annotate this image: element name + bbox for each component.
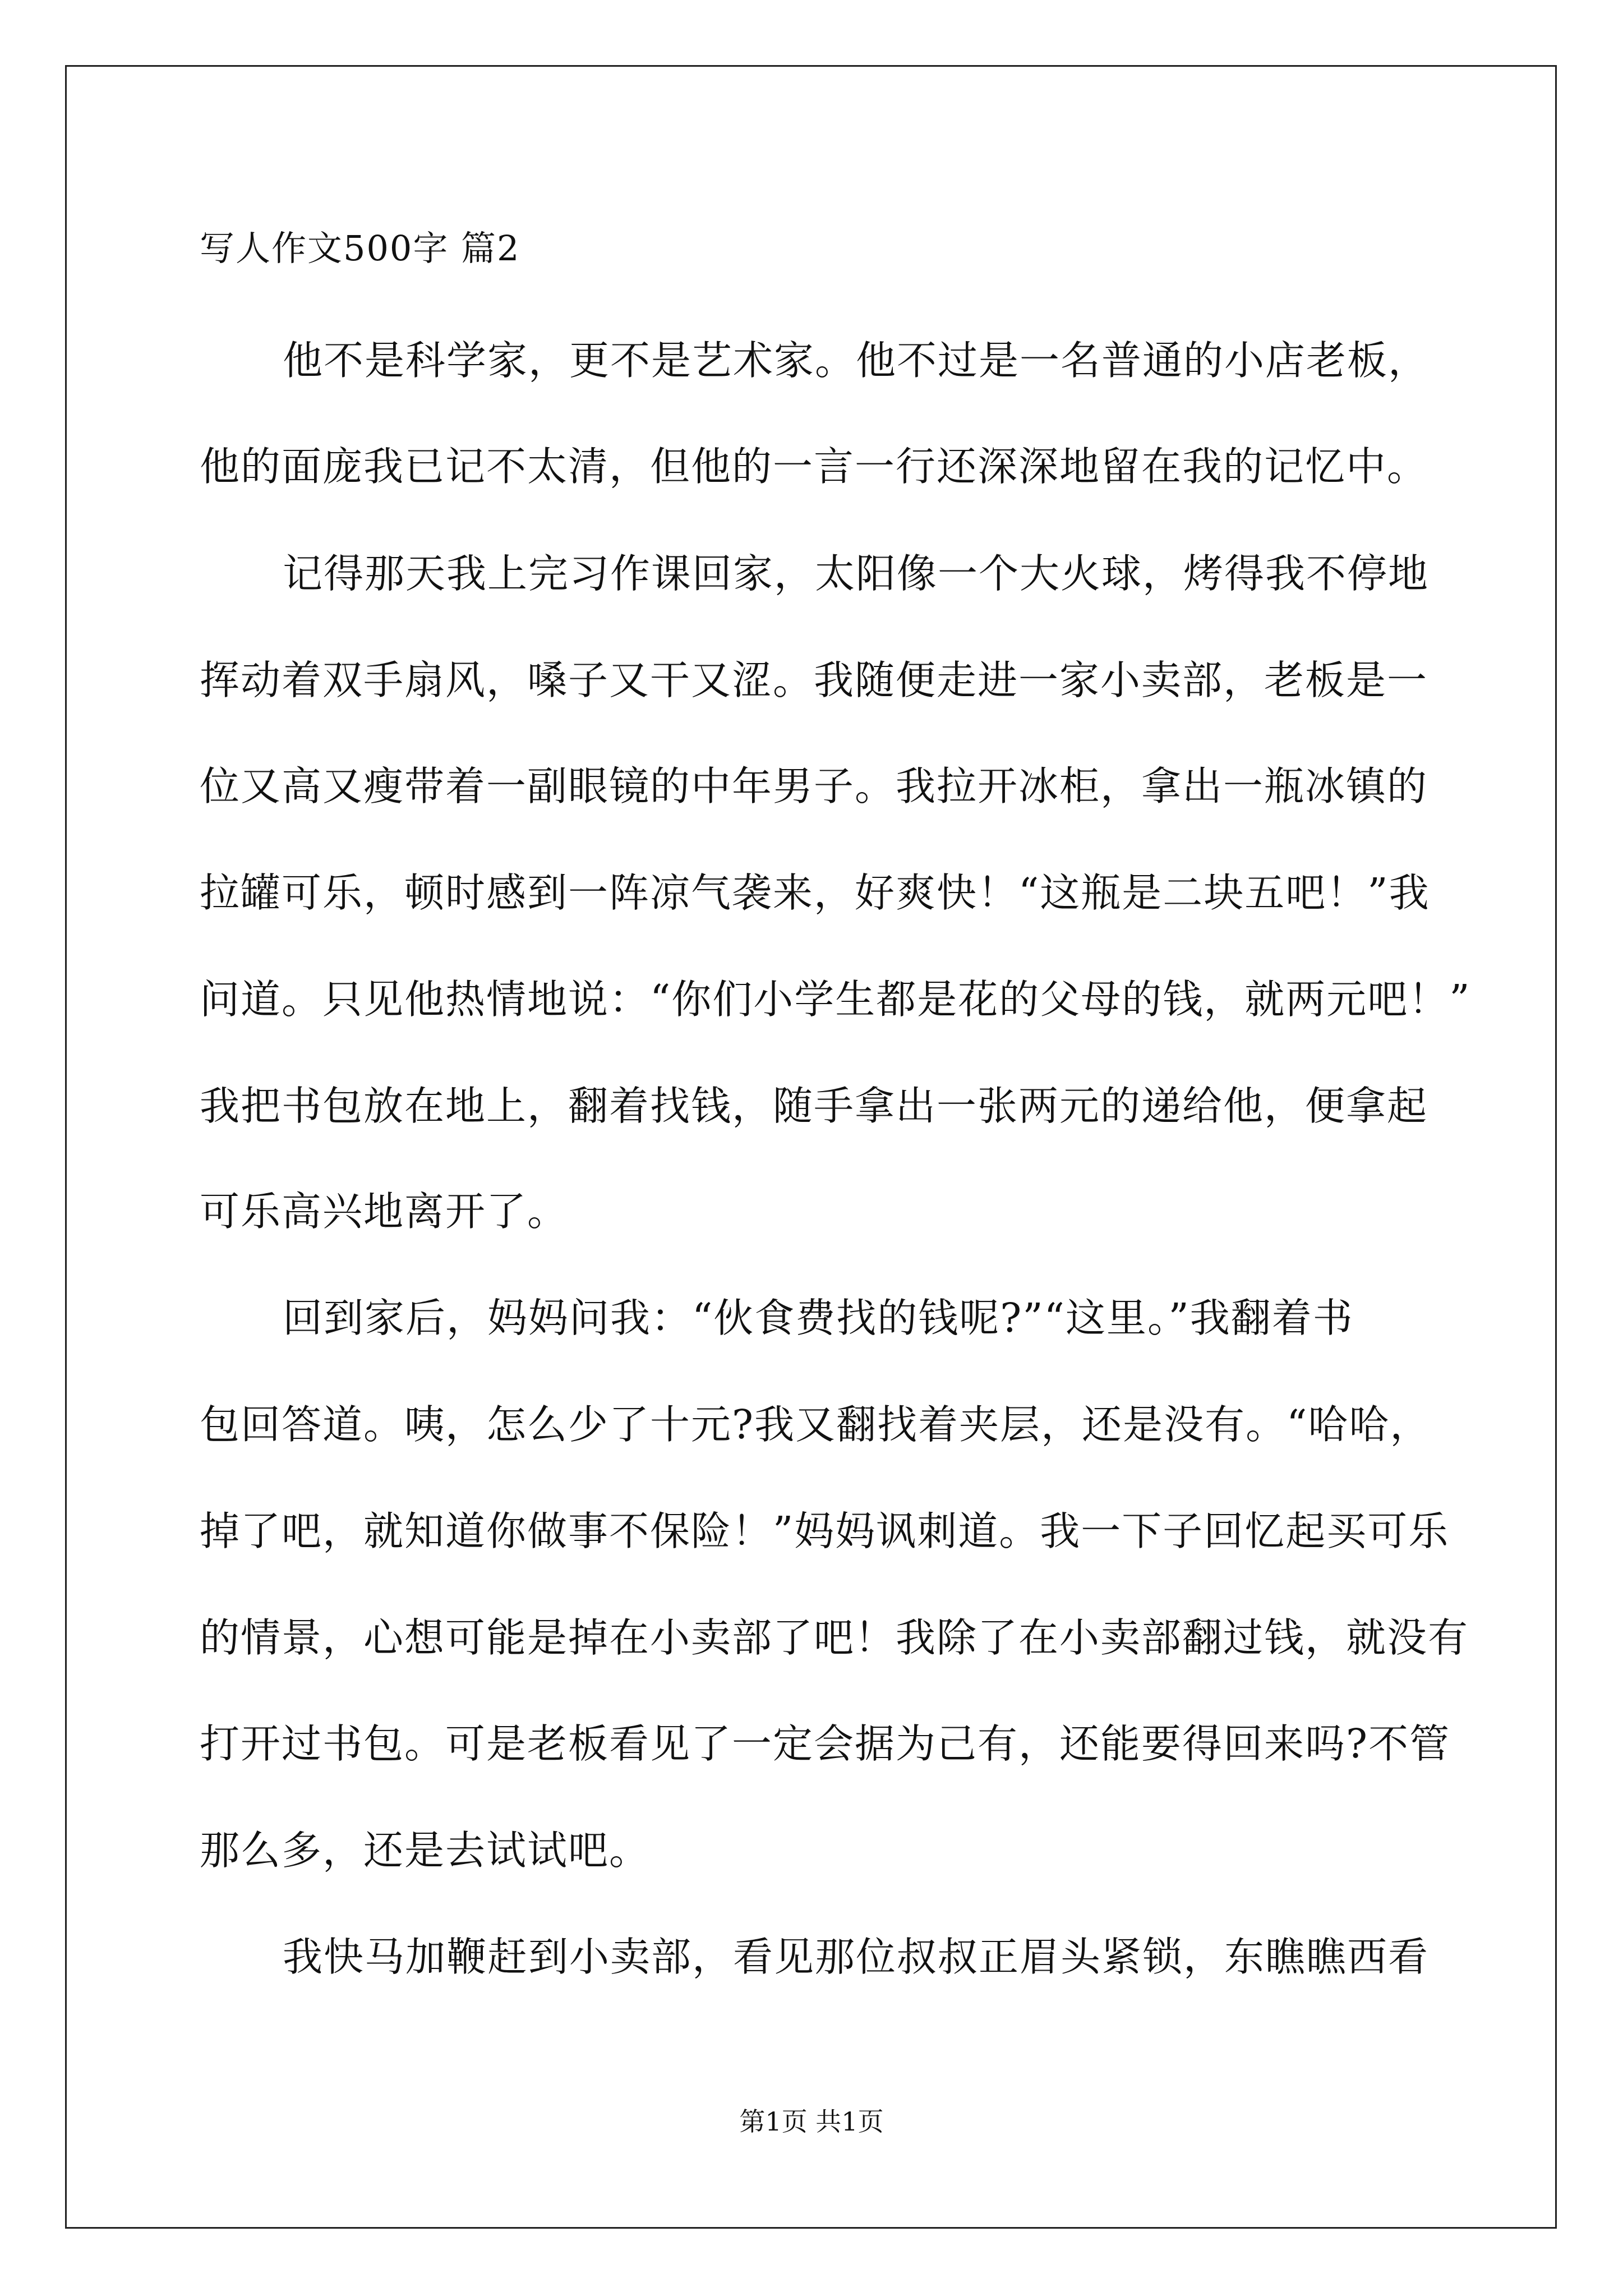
paragraph-3-line-3: 掉了吧，就知道你做事不保险！”妈妈讽刺道。我一下子回忆起买可乐 (200, 1508, 1450, 1554)
paragraph-2-line-7: 可乐高兴地离开了。 (200, 1188, 569, 1235)
paragraph-3-line-4: 的情景，心想可能是掉在小卖部了吧！我除了在小卖部翻过钱，就没有 (200, 1614, 1469, 1661)
paragraph-2-line-2: 挥动着双手扇风，嗓子又干又涩。我随便走进一家小卖部，老板是一 (200, 657, 1428, 703)
paragraph-3-line-1: 回到家后，妈妈问我：“伙食费找的钱呢?”“这里。”我翻着书 (283, 1295, 1354, 1341)
paragraph-4-line-1: 我快马加鞭赶到小卖部，看见那位叔叔正眉头紧锁，东瞧瞧西看 (283, 1934, 1430, 1980)
paragraph-2-line-1: 记得那天我上完习作课回家，太阳像一个大火球，烤得我不停地 (283, 550, 1430, 597)
paragraph-1-line-2: 他的面庞我已记不太清，但他的一言一行还深深地留在我的记忆中。 (200, 443, 1428, 490)
page-footer: 第1页 共1页 (739, 2106, 884, 2137)
paragraph-1-line-1: 他不是科学家，更不是艺术家。他不过是一名普通的小店老板， (283, 337, 1430, 384)
paragraph-3-line-5: 打开过书包。可是老板看见了一定会据为己有，还能要得回来吗?不管 (200, 1720, 1451, 1767)
paragraph-2-line-5: 问道。只见他热情地说：“你们小学生都是花的父母的钱，就两元吧！” (200, 976, 1471, 1023)
document-title: 写人作文500字 篇2 (200, 228, 520, 269)
paragraph-2-line-3: 位又高又瘦带着一副眼镜的中年男子。我拉开冰柜，拿出一瓶冰镇的 (200, 763, 1428, 809)
paragraph-2-line-6: 我把书包放在地上，翻着找钱，随手拿出一张两元的递给他，便拿起 (200, 1083, 1428, 1129)
paragraph-3-line-6: 那么多，还是去试试吧。 (200, 1827, 651, 1874)
paragraph-2-line-4: 拉罐可乐，顿时感到一阵凉气袭来，好爽快！“这瓶是二块五吧！”我 (200, 869, 1430, 916)
page-border (65, 65, 1557, 2229)
paragraph-3-line-2: 包回答道。咦，怎么少了十元?我又翻找着夹层，还是没有。“哈哈， (200, 1401, 1431, 1448)
